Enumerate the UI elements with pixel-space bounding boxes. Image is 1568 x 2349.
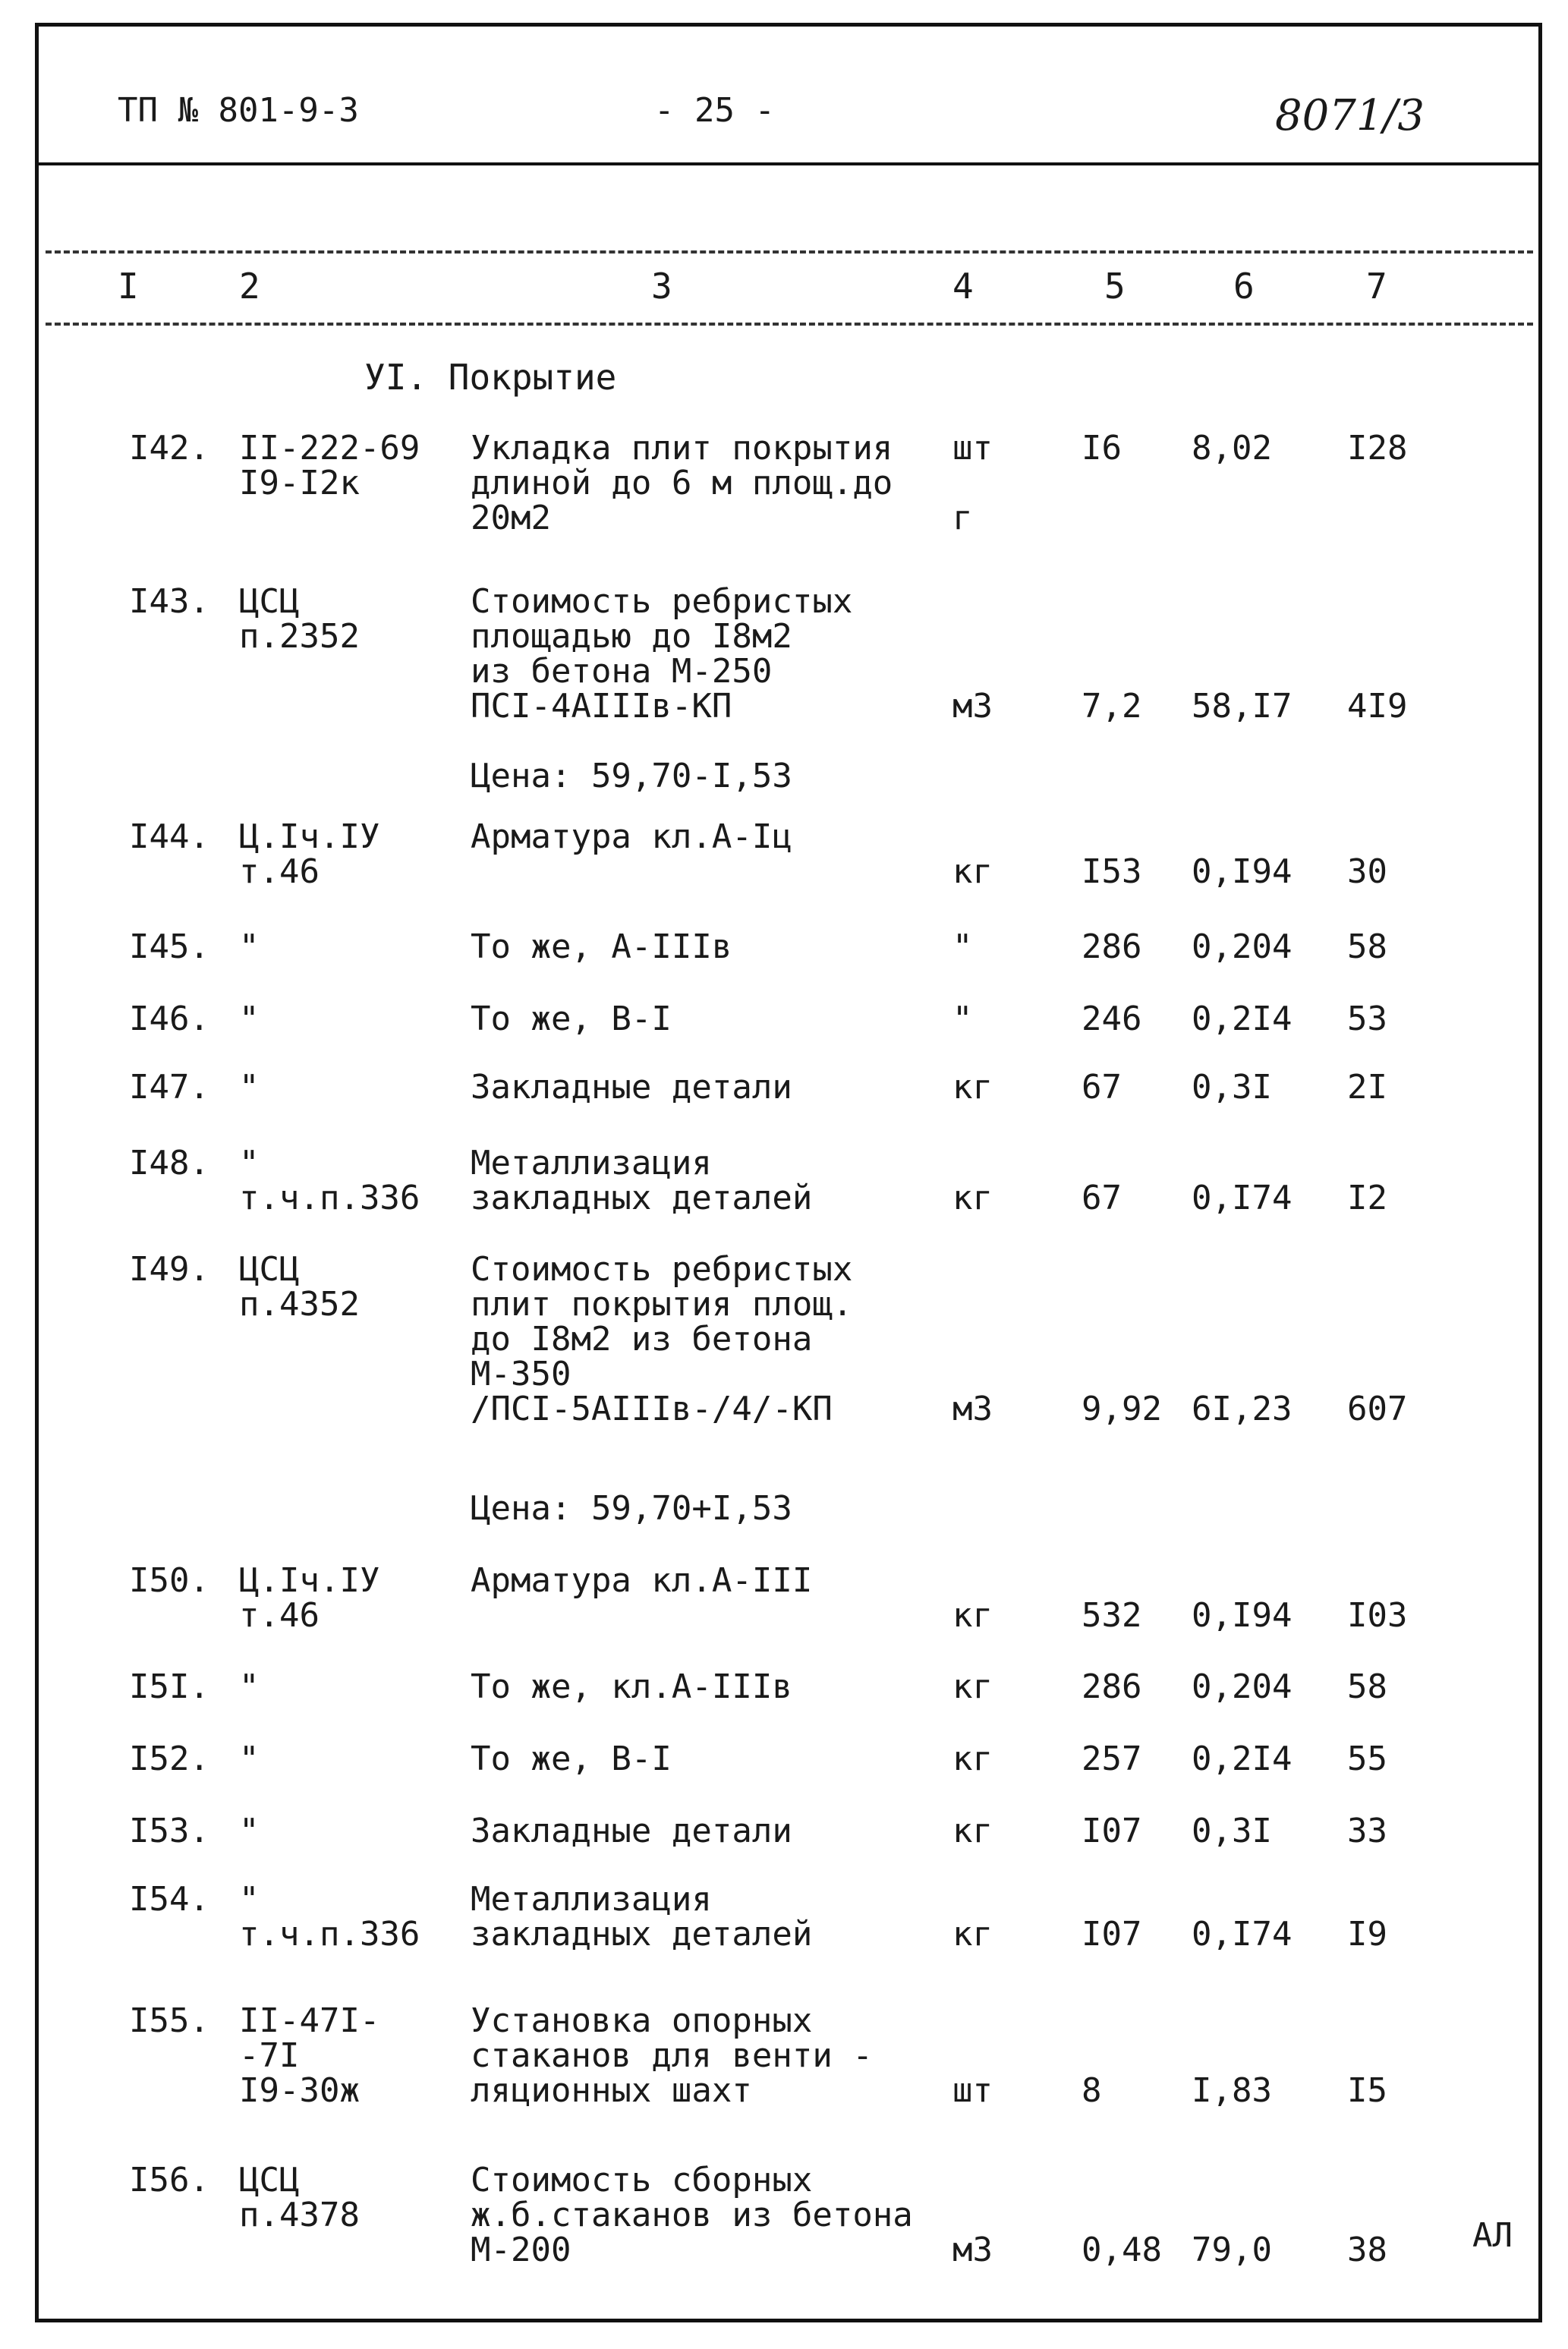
row-total: I5	[1347, 2071, 1387, 2110]
row-total: 38	[1347, 2231, 1387, 2269]
row-price-note: Цена: 59,70+I,53	[471, 1489, 792, 1528]
row-number: I45.	[129, 927, 209, 966]
row-number: I56.	[129, 2161, 209, 2199]
row-number: I46.	[129, 1000, 209, 1038]
row-unit: м3	[952, 687, 993, 726]
row-unit: кг	[952, 1179, 993, 1217]
col-header-4: 4	[952, 266, 974, 307]
row-description: То же, В-I	[471, 1740, 672, 1778]
row-unit: кг	[952, 1667, 993, 1706]
row-quantity: I07	[1082, 1915, 1142, 1954]
row-unit: кг	[952, 1068, 993, 1107]
row-number: I49.	[129, 1250, 209, 1289]
column-header-bottom-rule	[46, 323, 1533, 326]
row-quantity: 532	[1082, 1596, 1142, 1635]
row-reference: "	[239, 1740, 260, 1778]
row-reference: II-47I- -7I I9-30ж	[239, 2001, 380, 2110]
row-reference: "	[239, 1812, 260, 1850]
section-title: УI. Покрытие	[364, 357, 617, 398]
row-unit-price: 79,0	[1192, 2231, 1272, 2269]
row-description: Укладка плит покрытия длиной до 6 м площ.до 20м2	[471, 429, 893, 537]
row-number: I54.	[129, 1880, 209, 1919]
row-reference: "	[239, 1068, 260, 1107]
row-quantity: 9,92	[1082, 1390, 1162, 1428]
row-reference: "	[239, 927, 260, 966]
row-number: I47.	[129, 1068, 209, 1107]
row-description: То же, В-I	[471, 1000, 672, 1038]
row-number: I53.	[129, 1812, 209, 1850]
row-unit-price: 8,02	[1192, 429, 1272, 468]
row-description: Установка опорных стаканов для венти - ляционных шахт	[471, 2001, 873, 2110]
row-unit-price: 0,I94	[1192, 1596, 1292, 1635]
row-quantity: 286	[1082, 927, 1142, 966]
row-unit: шт	[952, 2071, 993, 2110]
row-unit-price: 0,204	[1192, 927, 1292, 966]
row-quantity: I6	[1082, 429, 1122, 468]
row-unit: кг	[952, 1812, 993, 1850]
row-unit-price: 0,3I	[1192, 1812, 1272, 1850]
page-number: - 25 -	[654, 91, 775, 130]
row-unit: кг	[952, 1740, 993, 1778]
row-total: 58	[1347, 927, 1387, 966]
row-quantity: 257	[1082, 1740, 1142, 1778]
row-unit-price: 0,204	[1192, 1667, 1292, 1706]
row-unit: м3	[952, 1390, 993, 1428]
row-description: Металлизация закладных деталей	[471, 1880, 813, 1954]
row-quantity: 246	[1082, 1000, 1142, 1038]
row-description: Закладные детали	[471, 1812, 792, 1850]
row-total: I2	[1347, 1179, 1387, 1217]
row-number: I42.	[129, 429, 209, 468]
row-unit: кг	[952, 1915, 993, 1954]
row-price-note: Цена: 59,70-I,53	[471, 757, 792, 795]
row-quantity: 67	[1082, 1179, 1122, 1217]
row-reference: Ц.Iч.IУ т.46	[239, 1561, 380, 1635]
row-unit-price: 0,3I	[1192, 1068, 1272, 1107]
row-description: Закладные детали	[471, 1068, 792, 1107]
row-reference: " т.ч.п.336	[239, 1880, 420, 1954]
row-description: Арматура кл.А-Iц	[471, 817, 792, 856]
row-reference: ЦСЦ п.2352	[239, 582, 360, 656]
row-unit-price: 0,I94	[1192, 852, 1292, 891]
row-quantity: 286	[1082, 1667, 1142, 1706]
row-total: 2I	[1347, 1068, 1387, 1107]
row-reference: ЦСЦ п.4352	[239, 1250, 360, 1324]
row-number: I43.	[129, 582, 209, 621]
row-unit: м3	[952, 2231, 993, 2269]
row-number: I48.	[129, 1144, 209, 1182]
row-reference: ЦСЦ п.4378	[239, 2161, 360, 2234]
row-unit-price: 0,2I4	[1192, 1000, 1292, 1038]
row-total: 55	[1347, 1740, 1387, 1778]
row-unit-price: 0,I74	[1192, 1915, 1292, 1954]
row-quantity: I53	[1082, 852, 1142, 891]
row-unit: кг	[952, 1596, 993, 1635]
row-total: 30	[1347, 852, 1387, 891]
row-total: 4I9	[1347, 687, 1408, 726]
row-total: 58	[1347, 1667, 1387, 1706]
row-number: I5I.	[129, 1667, 209, 1706]
row-description: То же, А-IIIв	[471, 927, 732, 966]
row-quantity: 0,48	[1082, 2231, 1162, 2269]
row-description: Арматура кл.А-III	[471, 1561, 813, 1600]
row-number: I52.	[129, 1740, 209, 1778]
col-header-1: I	[118, 266, 139, 307]
row-quantity: 67	[1082, 1068, 1122, 1107]
row-unit-price: I,83	[1192, 2071, 1272, 2110]
row-description: Металлизация закладных деталей	[471, 1144, 813, 1217]
header-divider	[35, 162, 1542, 165]
row-total: 607	[1347, 1390, 1408, 1428]
row-unit: кг	[952, 852, 993, 891]
row-reference: " т.ч.п.336	[239, 1144, 420, 1217]
row-description: Стоимость сборных ж.б.стаканов из бетона М-200	[471, 2161, 913, 2269]
row-total: 33	[1347, 1812, 1387, 1850]
row-unit: шт г	[952, 429, 993, 537]
row-unit-price: 6I,23	[1192, 1390, 1292, 1428]
row-unit-price: 0,2I4	[1192, 1740, 1292, 1778]
doc-code: ТП № 801-9-3	[118, 91, 359, 130]
col-header-5: 5	[1104, 266, 1126, 307]
col-header-7: 7	[1366, 266, 1387, 307]
row-description: То же, кл.А-IIIв	[471, 1667, 792, 1706]
row-total: I28	[1347, 429, 1408, 468]
row-number: I50.	[129, 1561, 209, 1600]
row-total: I03	[1347, 1596, 1408, 1635]
row-quantity: 7,2	[1082, 687, 1142, 726]
column-header-top-rule	[46, 250, 1533, 253]
row-unit: "	[952, 1000, 973, 1038]
row-reference: Ц.Iч.IУ т.46	[239, 817, 380, 891]
row-quantity: 8	[1082, 2071, 1102, 2110]
row-unit: "	[952, 927, 973, 966]
sheet-number: 8071/3	[1275, 91, 1425, 140]
row-description: Стоимость ребристых площадью до I8м2 из бетона М-250 ПСI-4АIIIв-КП	[471, 582, 853, 726]
row-number: I55.	[129, 2001, 209, 2040]
row-number: I44.	[129, 817, 209, 856]
row-unit-price: 0,I74	[1192, 1179, 1292, 1217]
col-header-6: 6	[1233, 266, 1255, 307]
corner-mark: АЛ	[1472, 2216, 1513, 2255]
row-unit-price: 58,I7	[1192, 687, 1292, 726]
row-total: I9	[1347, 1915, 1387, 1954]
row-reference: II-222-69 I9-I2к	[239, 429, 420, 502]
row-reference: "	[239, 1667, 260, 1706]
col-header-2: 2	[239, 266, 260, 307]
row-quantity: I07	[1082, 1812, 1142, 1850]
row-reference: "	[239, 1000, 260, 1038]
row-description: Стоимость ребристых плит покрытия площ. до I8м2 из бетона М-350 /ПСI-5АIIIв-/4/-КП	[471, 1250, 853, 1428]
col-header-3: 3	[651, 266, 672, 307]
row-total: 53	[1347, 1000, 1387, 1038]
